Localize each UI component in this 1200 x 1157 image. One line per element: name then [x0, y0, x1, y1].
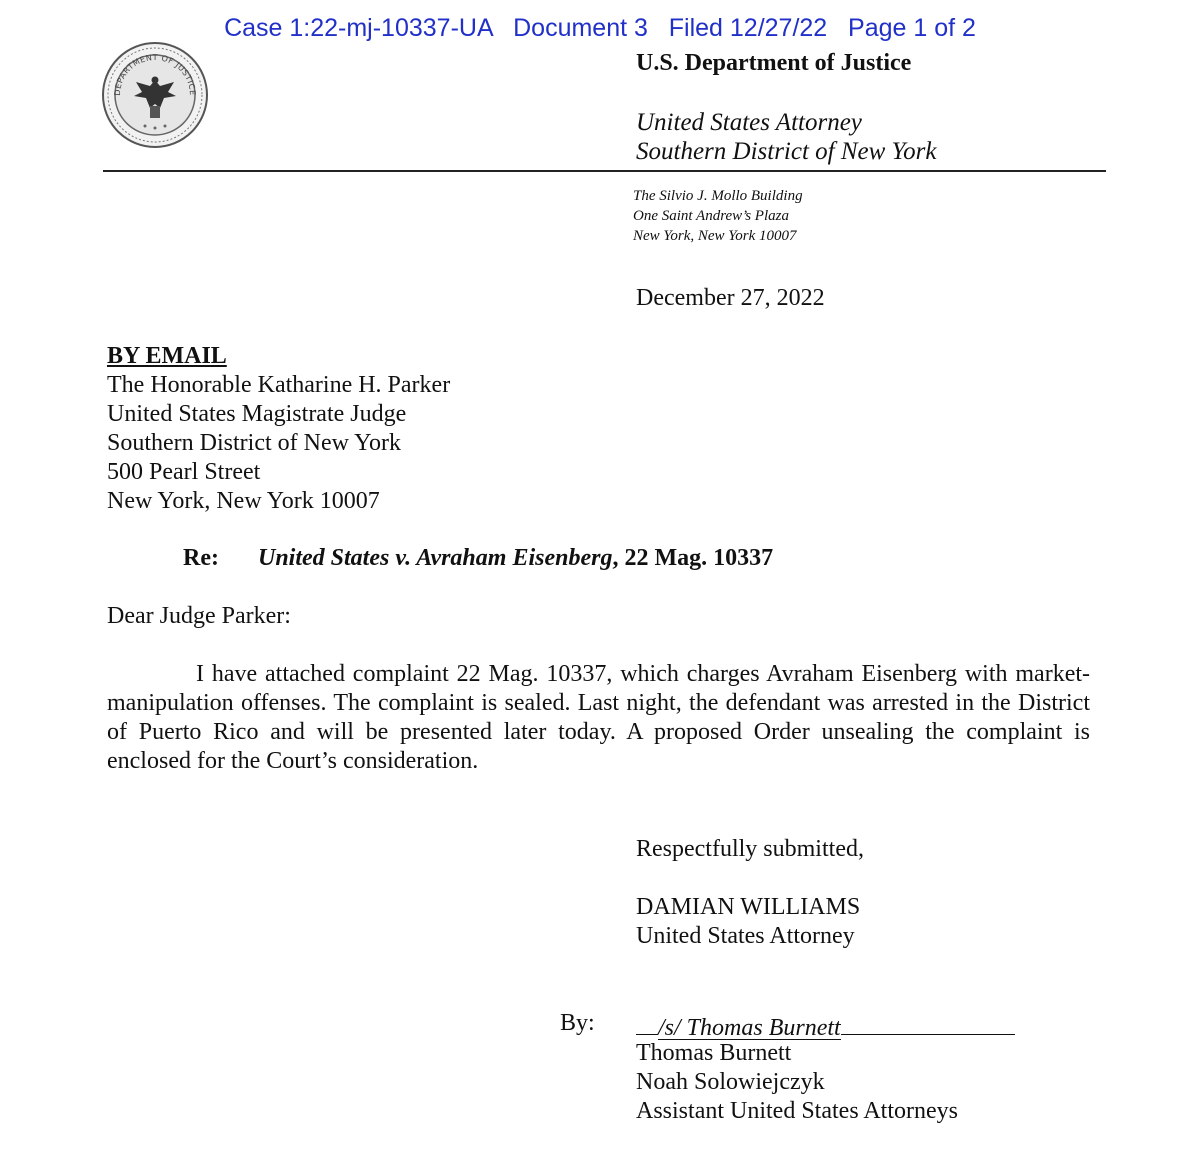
recipient-block — [107, 371, 450, 516]
office-line: United States Attorney — [636, 109, 862, 136]
recipient-court: Southern District of New York — [107, 430, 401, 456]
address-city: New York, New York 10007 — [633, 228, 797, 244]
recipient-name: The Honorable Katharine H. Parker — [107, 372, 451, 398]
re-case-name: United States v. Avraham Eisenberg — [258, 545, 613, 571]
filing-header — [0, 14, 1200, 43]
delivery-method: BY EMAIL — [107, 343, 227, 369]
salutation: Dear Judge Parker: — [107, 603, 291, 629]
closing: Respectfully submitted, — [636, 836, 864, 862]
office-title — [636, 108, 937, 166]
case-number: Case 1:22-mj-10337-UA — [224, 14, 493, 42]
signer-title: United States Attorney — [636, 923, 855, 949]
document-number: Document 3 — [513, 14, 648, 42]
by-label: By: — [560, 1010, 595, 1036]
district-line: Southern District of New York — [636, 138, 937, 165]
address-street: One Saint Andrew’s Plaza — [633, 208, 789, 224]
attorneys-title: Assistant United States Attorneys — [636, 1098, 958, 1124]
filed-date: Filed 12/27/22 — [668, 14, 828, 42]
recipient-title: United States Magistrate Judge — [107, 401, 407, 427]
recipient-street: 500 Pearl Street — [107, 459, 261, 485]
body-line: manipulation offenses. The complaint is sealed. Last night, the defendant was arrested in the — [107, 690, 1011, 716]
page-indicator: Page 1 of 2 — [848, 14, 976, 42]
signature-underline — [636, 1010, 658, 1035]
svg-text:DEPARTMENT OF JUSTICE: DEPARTMENT OF JUSTICE — [112, 52, 198, 97]
signature-underline — [841, 1010, 1015, 1035]
address-building: The Silvio J. Mollo Building — [633, 188, 803, 204]
re-subject — [258, 545, 773, 572]
attorneys-block — [636, 1039, 958, 1126]
letterhead-divider — [103, 170, 1106, 172]
body-line: I have attached complaint 22 Mag. 10337, which charges Avraham Eisenberg with market- — [196, 661, 1090, 687]
body-line: complaint is enclosed for the Court’s consideration. — [107, 719, 1091, 774]
body-line: District of Puerto Rico and will be presented later today. A proposed Order unsealing the — [107, 690, 1090, 745]
letter-body — [107, 660, 1090, 776]
letter-date: December 27, 2022 — [636, 285, 825, 311]
agency-name: U.S. Department of Justice — [636, 50, 912, 76]
signer-name: DAMIAN WILLIAMS — [636, 894, 861, 920]
signature-line — [636, 1010, 1015, 1042]
re-case-number: , 22 Mag. 10337 — [612, 545, 774, 571]
signature: /s/ Thomas Burnett — [658, 1015, 841, 1041]
signer-block — [636, 893, 860, 951]
recipient-city: New York, New York 10007 — [107, 488, 380, 514]
attorney-name: Noah Solowiejczyk — [636, 1069, 825, 1095]
re-label: Re: — [183, 545, 219, 571]
attorney-name: Thomas Burnett — [636, 1040, 792, 1066]
doj-seal-icon — [100, 40, 210, 150]
office-address — [633, 186, 803, 246]
